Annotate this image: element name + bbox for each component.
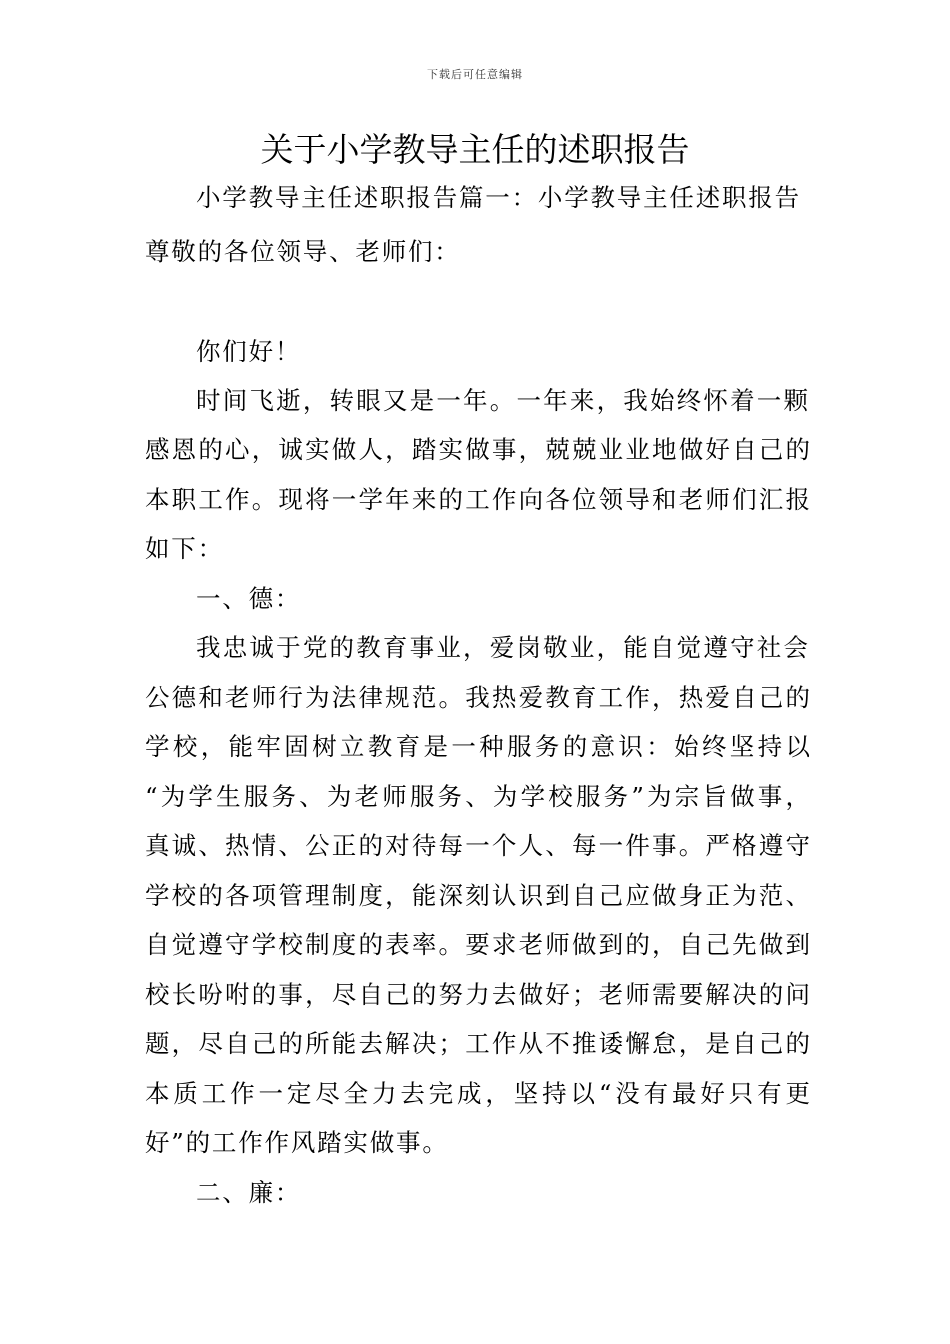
document-title: 关于小学教导主任的述职报告 bbox=[260, 130, 690, 169]
section-heading-lian: 二、廉： bbox=[196, 1178, 302, 1207]
paragraph-line: 如下： bbox=[145, 534, 224, 563]
document-subtitle: 小学教导主任述职报告篇一：小学教导主任述职报告 bbox=[196, 183, 801, 212]
paragraph-line: 本质工作一定尽全力去完成，坚持以“没有最好只有更 bbox=[145, 1079, 810, 1108]
paragraph-line: 本职工作。现将一学年来的工作向各位领导和老师们汇报 bbox=[145, 485, 810, 514]
paragraph-line: 题，尽自己的所能去解决；工作从不推诿懈怠，是自己的 bbox=[145, 1029, 810, 1058]
paragraph-line: 好”的工作作风踏实做事。 bbox=[145, 1128, 449, 1157]
paragraph-line: “为学生服务、为老师服务、为学校服务”为宗旨做事， bbox=[145, 782, 810, 811]
paragraph-line: 感恩的心，诚实做人，踏实做事，兢兢业业地做好自己的 bbox=[145, 435, 810, 464]
greeting: 你们好！ bbox=[196, 337, 302, 366]
paragraph-line: 时间飞逝，转眼又是一年。一年来，我始终怀着一颗 bbox=[196, 386, 808, 415]
paragraph-line: 公德和老师行为法律规范。我热爱教育工作，热爱自己的 bbox=[145, 683, 810, 712]
salutation: 尊敬的各位领导、老师们： bbox=[145, 237, 461, 266]
paragraph-line: 校长吩咐的事，尽自己的努力去做好；老师需要解决的问 bbox=[145, 980, 810, 1009]
paragraph-line: 我忠诚于党的教育事业，爱岗敬业，能自觉遵守社会 bbox=[196, 633, 808, 662]
section-heading-de: 一、德： bbox=[196, 584, 302, 613]
paragraph-line: 学校的各项管理制度，能深刻认识到自己应做身正为范、 bbox=[145, 881, 810, 910]
header-note: 下载后可任意编辑 bbox=[427, 68, 523, 81]
paragraph-line: 自觉遵守学校制度的表率。要求老师做到的，自己先做到 bbox=[145, 930, 810, 959]
paragraph-line: 真诚、热情、公正的对待每一个人、每一件事。严格遵守 bbox=[145, 831, 810, 860]
paragraph-line: 学校，能牢固树立教育是一种服务的意识：始终坚持以 bbox=[145, 732, 810, 761]
